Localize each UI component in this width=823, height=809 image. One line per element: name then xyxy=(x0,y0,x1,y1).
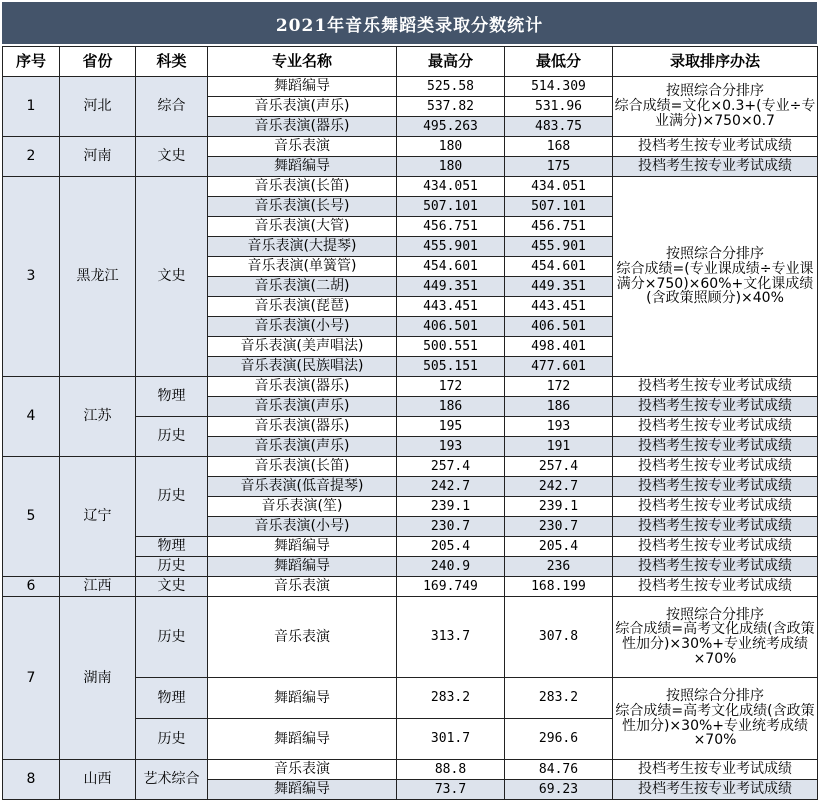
method-cell: 投档考生按专业考试成绩 xyxy=(613,497,818,517)
min-score-cell: 191 xyxy=(505,437,613,457)
major-cell: 舞蹈编导 xyxy=(208,780,397,800)
min-score-cell: 483.75 xyxy=(505,117,613,137)
major-cell: 音乐表演(民族唱法) xyxy=(208,357,397,377)
province-cell: 河北 xyxy=(60,77,136,137)
method-cell: 按照综合分排序 综合成绩=高考文化成绩(含政策性加分)×30%+专业统考成绩×70% xyxy=(613,678,818,760)
major-cell: 音乐表演(大管) xyxy=(208,217,397,237)
major-cell: 舞蹈编导 xyxy=(208,77,397,97)
min-score-cell: 186 xyxy=(505,397,613,417)
table-row xyxy=(3,177,818,197)
province-cell: 辽宁 xyxy=(60,457,136,577)
category-cell: 文史 xyxy=(136,137,208,177)
province-cell: 黑龙江 xyxy=(60,177,136,377)
max-score-cell: 230.7 xyxy=(397,517,505,537)
major-cell: 舞蹈编导 xyxy=(208,157,397,177)
method-cell: 投档考生按专业考试成绩 xyxy=(613,157,818,177)
min-score-cell: 193 xyxy=(505,417,613,437)
max-score-cell: 495.263 xyxy=(397,117,505,137)
max-score-cell: 180 xyxy=(397,137,505,157)
max-score-cell: 283.2 xyxy=(397,678,505,719)
method-cell: 投档考生按专业考试成绩 xyxy=(613,377,818,397)
max-score-cell: 449.351 xyxy=(397,277,505,297)
table-row xyxy=(3,457,818,477)
min-score-cell: 406.501 xyxy=(505,317,613,337)
method-cell: 投档考生按专业考试成绩 xyxy=(613,417,818,437)
method-cell: 按照综合分排序 综合成绩=(专业课成绩÷专业课满分×750)×60%+文化课成绩(含政策照顾分)×40% xyxy=(613,177,818,377)
max-score-cell: 525.58 xyxy=(397,77,505,97)
category-cell: 文史 xyxy=(136,577,208,597)
method-cell: 按照综合分排序 综合成绩=高考文化成绩(含政策性加分)×30%+专业统考成绩×70% xyxy=(613,597,818,678)
max-score-cell: 500.551 xyxy=(397,337,505,357)
header-category: 科类 xyxy=(136,47,208,77)
method-cell: 投档考生按专业考试成绩 xyxy=(613,477,818,497)
header-max: 最高分 xyxy=(397,47,505,77)
min-score-cell: 257.4 xyxy=(505,457,613,477)
max-score-cell: 193 xyxy=(397,437,505,457)
table-row xyxy=(3,597,818,678)
max-score-cell: 455.901 xyxy=(397,237,505,257)
min-score-cell: 449.351 xyxy=(505,277,613,297)
max-score-cell: 505.151 xyxy=(397,357,505,377)
min-score-cell: 434.051 xyxy=(505,177,613,197)
province-cell: 江西 xyxy=(60,577,136,597)
method-cell: 投档考生按专业考试成绩 xyxy=(613,137,818,157)
major-cell: 音乐表演(长号) xyxy=(208,197,397,217)
major-cell: 音乐表演 xyxy=(208,137,397,157)
max-score-cell: 240.9 xyxy=(397,557,505,577)
major-cell: 音乐表演(声乐) xyxy=(208,437,397,457)
min-score-cell: 283.2 xyxy=(505,678,613,719)
min-score-cell: 242.7 xyxy=(505,477,613,497)
max-score-cell: 507.101 xyxy=(397,197,505,217)
method-cell: 投档考生按专业考试成绩 xyxy=(613,517,818,537)
table-row xyxy=(3,77,818,97)
min-score-cell: 514.309 xyxy=(505,77,613,97)
max-score-cell: 195 xyxy=(397,417,505,437)
major-cell: 音乐表演(长笛) xyxy=(208,457,397,477)
max-score-cell: 434.051 xyxy=(397,177,505,197)
max-score-cell: 88.8 xyxy=(397,760,505,780)
min-score-cell: 455.901 xyxy=(505,237,613,257)
table-title: 2021年音乐舞蹈类录取分数统计 xyxy=(2,2,817,44)
header-row xyxy=(3,47,818,77)
min-score-cell: 531.96 xyxy=(505,97,613,117)
method-cell: 投档考生按专业考试成绩 xyxy=(613,780,818,800)
max-score-cell: 454.601 xyxy=(397,257,505,277)
min-score-cell: 175 xyxy=(505,157,613,177)
group-index: 6 xyxy=(3,577,60,597)
major-cell: 音乐表演(低音提琴) xyxy=(208,477,397,497)
province-cell: 湖南 xyxy=(60,597,136,760)
max-score-cell: 313.7 xyxy=(397,597,505,678)
max-score-cell: 73.7 xyxy=(397,780,505,800)
major-cell: 音乐表演(器乐) xyxy=(208,377,397,397)
min-score-cell: 239.1 xyxy=(505,497,613,517)
group-index: 8 xyxy=(3,760,60,800)
max-score-cell: 443.451 xyxy=(397,297,505,317)
method-cell: 按照综合分排序 综合成绩=文化×0.3+(专业÷专业满分)×750×0.7 xyxy=(613,77,818,137)
method-cell: 投档考生按专业考试成绩 xyxy=(613,457,818,477)
major-cell: 音乐表演(声乐) xyxy=(208,97,397,117)
major-cell: 音乐表演(大提琴) xyxy=(208,237,397,257)
major-cell: 音乐表演 xyxy=(208,597,397,678)
method-cell: 投档考生按专业考试成绩 xyxy=(613,397,818,417)
major-cell: 音乐表演(小号) xyxy=(208,317,397,337)
min-score-cell: 69.23 xyxy=(505,780,613,800)
group-index: 3 xyxy=(3,177,60,377)
category-cell: 历史 xyxy=(136,719,208,760)
major-cell: 音乐表演(笙) xyxy=(208,497,397,517)
major-cell: 音乐表演(声乐) xyxy=(208,397,397,417)
max-score-cell: 186 xyxy=(397,397,505,417)
major-cell: 音乐表演(二胡) xyxy=(208,277,397,297)
major-cell: 音乐表演(小号) xyxy=(208,517,397,537)
min-score-cell: 498.401 xyxy=(505,337,613,357)
major-cell: 音乐表演(器乐) xyxy=(208,417,397,437)
table-row xyxy=(3,377,818,397)
category-cell: 物理 xyxy=(136,377,208,417)
table-row xyxy=(3,577,818,597)
max-score-cell: 537.82 xyxy=(397,97,505,117)
province-cell: 江苏 xyxy=(60,377,136,457)
major-cell: 音乐表演 xyxy=(208,760,397,780)
min-score-cell: 296.6 xyxy=(505,719,613,760)
method-cell: 投档考生按专业考试成绩 xyxy=(613,760,818,780)
min-score-cell: 205.4 xyxy=(505,537,613,557)
method-cell: 投档考生按专业考试成绩 xyxy=(613,577,818,597)
category-cell: 历史 xyxy=(136,457,208,537)
table-row xyxy=(3,760,818,780)
category-cell: 历史 xyxy=(136,597,208,678)
min-score-cell: 230.7 xyxy=(505,517,613,537)
major-cell: 舞蹈编导 xyxy=(208,557,397,577)
max-score-cell: 239.1 xyxy=(397,497,505,517)
max-score-cell: 172 xyxy=(397,377,505,397)
header-method: 录取排序办法 xyxy=(613,47,818,77)
major-cell: 音乐表演 xyxy=(208,577,397,597)
max-score-cell: 180 xyxy=(397,157,505,177)
group-index: 4 xyxy=(3,377,60,457)
header-province: 省份 xyxy=(60,47,136,77)
min-score-cell: 168.199 xyxy=(505,577,613,597)
major-cell: 音乐表演(单簧管) xyxy=(208,257,397,277)
province-cell: 山西 xyxy=(60,760,136,800)
max-score-cell: 257.4 xyxy=(397,457,505,477)
method-cell: 投档考生按专业考试成绩 xyxy=(613,557,818,577)
max-score-cell: 242.7 xyxy=(397,477,505,497)
admission-score-table xyxy=(2,46,818,800)
min-score-cell: 454.601 xyxy=(505,257,613,277)
group-index: 2 xyxy=(3,137,60,177)
max-score-cell: 169.749 xyxy=(397,577,505,597)
min-score-cell: 456.751 xyxy=(505,217,613,237)
table-row xyxy=(3,137,818,157)
category-cell: 综合 xyxy=(136,77,208,137)
min-score-cell: 236 xyxy=(505,557,613,577)
max-score-cell: 456.751 xyxy=(397,217,505,237)
min-score-cell: 168 xyxy=(505,137,613,157)
category-cell: 历史 xyxy=(136,557,208,577)
group-index: 5 xyxy=(3,457,60,577)
group-index: 1 xyxy=(3,77,60,137)
category-cell: 艺术综合 xyxy=(136,760,208,800)
max-score-cell: 205.4 xyxy=(397,537,505,557)
major-cell: 音乐表演(美声唱法) xyxy=(208,337,397,357)
major-cell: 舞蹈编导 xyxy=(208,678,397,719)
min-score-cell: 307.8 xyxy=(505,597,613,678)
min-score-cell: 172 xyxy=(505,377,613,397)
major-cell: 音乐表演(长笛) xyxy=(208,177,397,197)
min-score-cell: 507.101 xyxy=(505,197,613,217)
major-cell: 音乐表演(琵琶) xyxy=(208,297,397,317)
header-major: 专业名称 xyxy=(208,47,397,77)
min-score-cell: 443.451 xyxy=(505,297,613,317)
method-cell: 投档考生按专业考试成绩 xyxy=(613,437,818,457)
max-score-cell: 301.7 xyxy=(397,719,505,760)
header-idx: 序号 xyxy=(3,47,60,77)
max-score-cell: 406.501 xyxy=(397,317,505,337)
method-cell: 投档考生按专业考试成绩 xyxy=(613,537,818,557)
header-min: 最低分 xyxy=(505,47,613,77)
min-score-cell: 477.601 xyxy=(505,357,613,377)
category-cell: 文史 xyxy=(136,177,208,377)
category-cell: 物理 xyxy=(136,678,208,719)
category-cell: 历史 xyxy=(136,417,208,457)
province-cell: 河南 xyxy=(60,137,136,177)
major-cell: 音乐表演(器乐) xyxy=(208,117,397,137)
major-cell: 舞蹈编导 xyxy=(208,537,397,557)
min-score-cell: 84.76 xyxy=(505,760,613,780)
major-cell: 舞蹈编导 xyxy=(208,719,397,760)
category-cell: 物理 xyxy=(136,537,208,557)
group-index: 7 xyxy=(3,597,60,760)
